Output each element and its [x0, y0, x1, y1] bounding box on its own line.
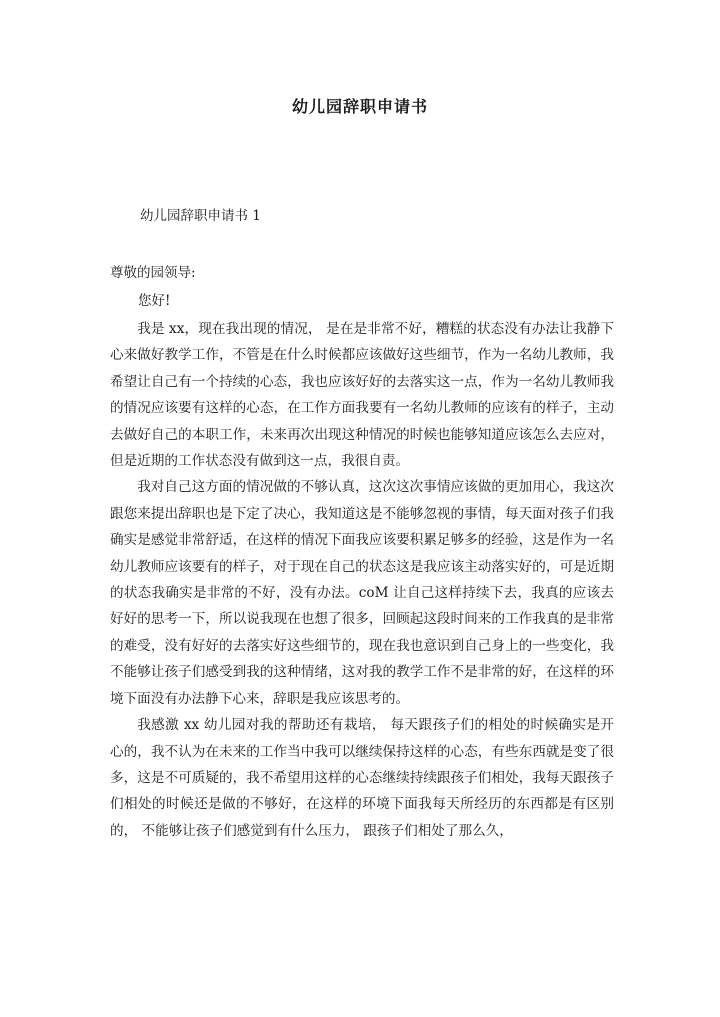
greeting-line: 您好!	[138, 293, 171, 309]
body-paragraph-2: 我对自己这方面的情况做的不够认真，这次这次事情应该做的更加用心，我这次跟您来提出辞职也是下定了决心，我知道这是不能够忽视的事情，每天面对孩子们我确实是感觉非常舒适，在这样的情况下面我应该要积累足够多的经验，这是作为一名幼儿教师应该要有的样子，对于现在自己的状态这是我应该主动落实好的，可是近期的状态我确实是非常的不好，没有办法。coM 让自己这样持续下去，我真的应该去好好的思考一下，所以说我现在也想了很多，回顾起这段时间来的工作我真的是非常的难受，没有好好的去落实好这些细节的，现在我也意识到自己身上的一些变化，我不能够让孩子们感受到我的这种情绪，这对我的教学工作不是非常的好，在这样的环境下面没有办法静下心来，辞职是我应该思考的。	[110, 479, 614, 707]
document-title: 幼儿园辞职申请书	[291, 97, 428, 116]
body-paragraph-3: 我感激 xx 幼儿园对我的帮助还有栽培， 每天跟孩子们的相处的时候确实是开心的，我不认为在未来的工作当中我可以继续保持这样的心态，有些东西就是变了很多，这是不可质疑的，我不希望用这样的心态继续持续跟孩子们相处，我每天跟孩子们相处的时候还是做的不够好，在这样的环境下面我每天所经历的东西都是有区别的， 不能够让孩子们感觉到有什么压力， 跟孩子们相处了那么久，	[110, 717, 614, 839]
letter-body	[110, 316, 614, 844]
document-subtitle: 幼儿园辞职申请书 1	[140, 208, 261, 224]
salutation: 尊敬的园领导:	[110, 265, 196, 281]
body-paragraph-1: 我是 xx，现在我出现的情况， 是在是非常不好，糟糕的状态没有办法让我静下心来做好教学工作，不管是在什么时候都应该做好这些细节，作为一名幼儿教师，我希望让自己有一个持续的心态，我也应该好好的去落实这一点，作为一名幼儿教师我的情况应该要有这样的心态，在工作方面我要有一名幼儿教师的应该有的样子，主动去做好自己的本职工作，未来再次出现这种情况的时候也能够知道应该怎么去应对，但是近期的工作状态没有做到这一点，我很自责。	[110, 321, 614, 470]
